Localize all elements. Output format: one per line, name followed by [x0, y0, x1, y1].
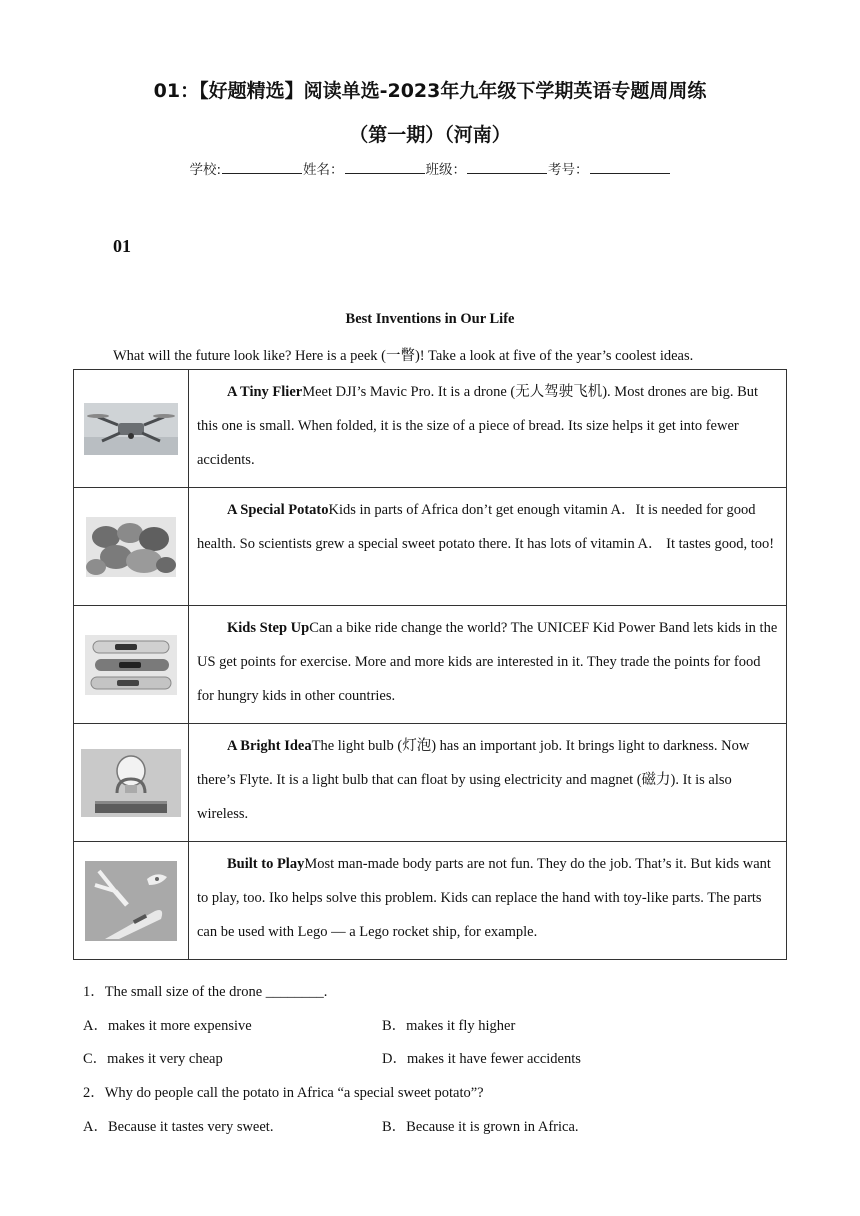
- invention-lead: A Tiny Flier: [227, 384, 303, 400]
- invention-lead: A Special Potato: [227, 502, 329, 518]
- name-blank[interactable]: [345, 161, 425, 174]
- invention-lead: A Bright Idea: [227, 738, 312, 754]
- document-title-line1: 01：【好题精选】阅读单选-2023年九年级下学期英语专题周周练: [153, 80, 707, 102]
- invention-text-cell: [189, 842, 787, 960]
- section-number: 01: [113, 236, 131, 256]
- exam-number-label: 考号：: [548, 162, 589, 178]
- invention-text-cell: [189, 724, 787, 842]
- wristband-image: [85, 635, 177, 695]
- inventions-table: [73, 369, 787, 960]
- question-1-option-a[interactable]: A．makes it more expensive: [83, 1018, 252, 1034]
- invention-text: The light bulb (灯泡) has an important job. It brings light to darkness. Now there’s Flyte. It is a light bulb that can float by using electricity and magnet (磁力). It is also wireless.: [197, 738, 750, 822]
- question-1-option-c[interactable]: C．makes it very cheap: [83, 1051, 223, 1067]
- question-2-option-a[interactable]: A．Because it tastes very sweet.: [83, 1119, 274, 1135]
- table-row: [74, 370, 787, 488]
- question-1-option-b[interactable]: B．makes it fly higher: [382, 1018, 516, 1034]
- table-row: [74, 606, 787, 724]
- name-label: 姓名：: [303, 162, 344, 178]
- table-row: [74, 724, 787, 842]
- table-row: [74, 488, 787, 606]
- image-cell: [74, 370, 189, 488]
- invention-lead: Kids Step Up: [227, 620, 310, 636]
- invention-lead: Built to Play: [227, 856, 305, 872]
- invention-text-cell: [189, 606, 787, 724]
- question-1-stem: 1．The small size of the drone ________.: [83, 984, 328, 1000]
- image-cell: [74, 724, 189, 842]
- school-blank[interactable]: [222, 161, 302, 174]
- class-label: 班级：: [425, 162, 467, 178]
- question-2-stem: 2．Why do people call the potato in Africa “a special sweet potato”?: [83, 1085, 484, 1101]
- class-blank[interactable]: [467, 161, 547, 174]
- question-2-option-b[interactable]: B．Because it is grown in Africa.: [382, 1119, 579, 1135]
- invention-text: Meet DJI’s Mavic Pro. It is a drone (无人驾驶飞机). Most drones are big. But this one is small. When folded, it is the size of a piece of bread. Its size helps it get into fewer accidents.: [197, 384, 759, 468]
- invention-text: Kids in parts of Africa don’t get enough vitamin A．It is needed for good health. So scientists grew a special sweet potato there. It has lots of vitamin A． It tastes good, too!: [197, 502, 775, 552]
- school-label: 学校:: [189, 162, 222, 178]
- drone-image: [84, 403, 178, 455]
- invention-text: Most man-made body parts are not fun. They do the job. That’s it. But kids want to play, too. Iko helps solve this problem. Kids can replace the hand with toy-like parts. The parts can be used with Lego — a Lego rocket ship, for example.: [197, 856, 771, 940]
- table-row: [74, 842, 787, 960]
- image-cell: [74, 842, 189, 960]
- exam-number-blank[interactable]: [590, 161, 670, 174]
- prosthetic-hand-image: [85, 861, 177, 941]
- light-bulb-image: [81, 749, 181, 817]
- passage-title: Best Inventions in Our Life: [345, 311, 515, 327]
- question-1-option-d[interactable]: D．makes it have fewer accidents: [382, 1051, 581, 1067]
- student-info-line: [0, 158, 860, 178]
- invention-text-cell: [189, 488, 787, 606]
- document-title-line2: （第一期）（河南）: [349, 124, 511, 146]
- passage-intro: What will the future look like? Here is a peek (一瞥)! Take a look at five of the year’s coolest ideas.: [113, 348, 694, 364]
- image-cell: [74, 606, 189, 724]
- invention-text-cell: [189, 370, 787, 488]
- sweet-potato-image: [86, 517, 176, 577]
- invention-text: Can a bike ride change the world? The UNICEF Kid Power Band lets kids in the US get points for exercise. More and more kids are interested in it. They trade the points for food for hungry kids in other countries.: [197, 620, 778, 704]
- image-cell: [74, 488, 189, 606]
